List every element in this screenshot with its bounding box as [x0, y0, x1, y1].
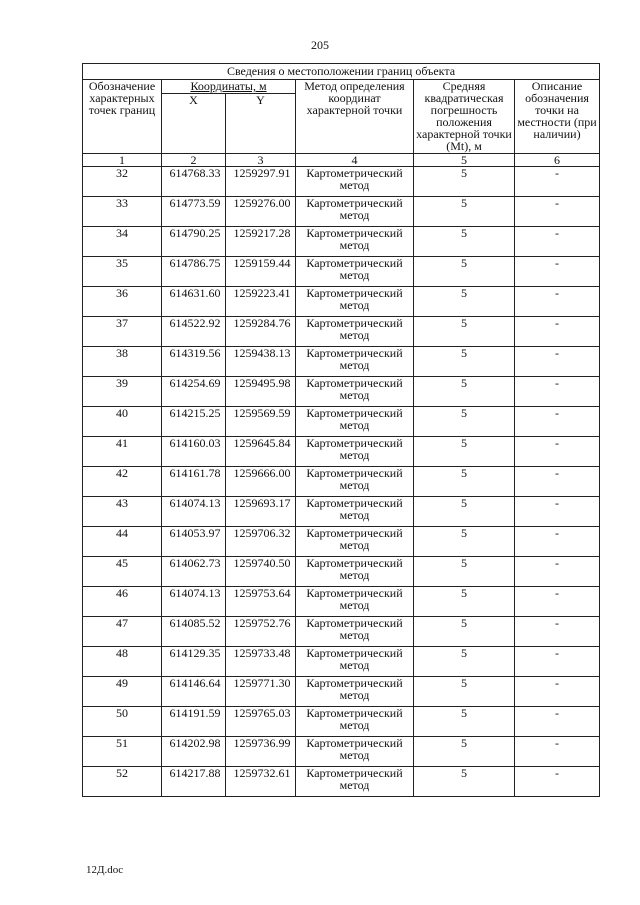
accuracy-cell: 5 — [414, 167, 515, 197]
x-coordinate-cell: 614160.03 — [162, 437, 226, 467]
accuracy-cell: 5 — [414, 467, 515, 497]
x-coordinate-cell: 614074.13 — [162, 497, 226, 527]
accuracy-cell: 5 — [414, 497, 515, 527]
accuracy-cell: 5 — [414, 197, 515, 227]
header-coordinates: Координаты, м — [162, 80, 296, 94]
column-number-1: 1 — [83, 154, 162, 167]
point-cell: 35 — [83, 257, 162, 287]
method-cell: Картометрический метод — [296, 287, 414, 317]
y-coordinate-cell: 1259771.30 — [226, 677, 296, 707]
description-cell: - — [515, 587, 600, 617]
point-cell: 51 — [83, 737, 162, 767]
method-cell: Картометрический метод — [296, 467, 414, 497]
x-coordinate-cell: 614062.73 — [162, 557, 226, 587]
point-cell: 38 — [83, 347, 162, 377]
table-row — [83, 497, 600, 527]
x-coordinate-cell: 614053.97 — [162, 527, 226, 557]
x-coordinate-cell: 614522.92 — [162, 317, 226, 347]
point-cell: 36 — [83, 287, 162, 317]
method-cell: Картометрический метод — [296, 677, 414, 707]
point-cell: 32 — [83, 167, 162, 197]
y-coordinate-cell: 1259569.59 — [226, 407, 296, 437]
method-cell: Картометрический метод — [296, 197, 414, 227]
method-cell: Картометрический метод — [296, 407, 414, 437]
point-cell: 43 — [83, 497, 162, 527]
accuracy-cell: 5 — [414, 737, 515, 767]
header-x: X — [162, 94, 226, 154]
boundary-coordinates-table — [82, 63, 600, 797]
description-cell: - — [515, 737, 600, 767]
point-cell: 45 — [83, 557, 162, 587]
accuracy-cell: 5 — [414, 407, 515, 437]
table-row — [83, 467, 600, 497]
table-row — [83, 437, 600, 467]
x-coordinate-cell: 614085.52 — [162, 617, 226, 647]
x-coordinate-cell: 614146.64 — [162, 677, 226, 707]
y-coordinate-cell: 1259276.00 — [226, 197, 296, 227]
method-cell: Картометрический метод — [296, 707, 414, 737]
column-number-5: 5 — [414, 154, 515, 167]
footer-filename: 12Д.doc — [86, 864, 124, 876]
description-cell: - — [515, 377, 600, 407]
accuracy-cell: 5 — [414, 647, 515, 677]
x-coordinate-cell: 614215.25 — [162, 407, 226, 437]
description-cell: - — [515, 647, 600, 677]
table-row — [83, 617, 600, 647]
column-number-4: 4 — [296, 154, 414, 167]
point-cell: 37 — [83, 317, 162, 347]
x-coordinate-cell: 614786.75 — [162, 257, 226, 287]
x-coordinate-cell: 614790.25 — [162, 227, 226, 257]
column-number-3: 3 — [226, 154, 296, 167]
method-cell: Картометрический метод — [296, 377, 414, 407]
table-row — [83, 707, 600, 737]
method-cell: Картометрический метод — [296, 737, 414, 767]
y-coordinate-cell: 1259297.91 — [226, 167, 296, 197]
x-coordinate-cell: 614254.69 — [162, 377, 226, 407]
point-cell: 34 — [83, 227, 162, 257]
method-cell: Картометрический метод — [296, 767, 414, 797]
table-row — [83, 377, 600, 407]
y-coordinate-cell: 1259223.41 — [226, 287, 296, 317]
y-coordinate-cell: 1259736.99 — [226, 737, 296, 767]
y-coordinate-cell: 1259740.50 — [226, 557, 296, 587]
y-coordinate-cell: 1259693.17 — [226, 497, 296, 527]
y-coordinate-cell: 1259645.84 — [226, 437, 296, 467]
description-cell: - — [515, 227, 600, 257]
point-cell: 49 — [83, 677, 162, 707]
y-coordinate-cell: 1259732.61 — [226, 767, 296, 797]
method-cell: Картометрический метод — [296, 437, 414, 467]
accuracy-cell: 5 — [414, 347, 515, 377]
table-row — [83, 257, 600, 287]
accuracy-cell: 5 — [414, 227, 515, 257]
y-coordinate-cell: 1259217.28 — [226, 227, 296, 257]
accuracy-cell: 5 — [414, 707, 515, 737]
table-row — [83, 287, 600, 317]
description-cell: - — [515, 197, 600, 227]
x-coordinate-cell: 614129.35 — [162, 647, 226, 677]
point-cell: 46 — [83, 587, 162, 617]
y-coordinate-cell: 1259438.13 — [226, 347, 296, 377]
header-description: Описание обозначения точки на местности (при наличии) — [515, 80, 600, 154]
point-cell: 52 — [83, 767, 162, 797]
header-accuracy: Средняя квадратическая погрешность положения характерной точки (Mt), м — [414, 80, 515, 154]
method-cell: Картометрический метод — [296, 497, 414, 527]
y-coordinate-cell: 1259752.76 — [226, 617, 296, 647]
x-coordinate-cell: 614773.59 — [162, 197, 226, 227]
method-cell: Картометрический метод — [296, 617, 414, 647]
point-cell: 41 — [83, 437, 162, 467]
description-cell: - — [515, 707, 600, 737]
description-cell: - — [515, 287, 600, 317]
header-y: Y — [226, 94, 296, 154]
accuracy-cell: 5 — [414, 257, 515, 287]
table-row — [83, 197, 600, 227]
description-cell: - — [515, 527, 600, 557]
y-coordinate-cell: 1259733.48 — [226, 647, 296, 677]
accuracy-cell: 5 — [414, 557, 515, 587]
description-cell: - — [515, 257, 600, 287]
point-cell: 33 — [83, 197, 162, 227]
description-cell: - — [515, 407, 600, 437]
x-coordinate-cell: 614217.88 — [162, 767, 226, 797]
point-cell: 48 — [83, 647, 162, 677]
accuracy-cell: 5 — [414, 767, 515, 797]
page-number: 205 — [311, 38, 329, 52]
x-coordinate-cell: 614631.60 — [162, 287, 226, 317]
x-coordinate-cell: 614074.13 — [162, 587, 226, 617]
x-coordinate-cell: 614161.78 — [162, 467, 226, 497]
table-row — [83, 167, 600, 197]
column-number-6: 6 — [515, 154, 600, 167]
table-row — [83, 317, 600, 347]
table-row — [83, 557, 600, 587]
accuracy-cell: 5 — [414, 377, 515, 407]
table-row — [83, 737, 600, 767]
method-cell: Картометрический метод — [296, 227, 414, 257]
method-cell: Картометрический метод — [296, 257, 414, 287]
table-row — [83, 347, 600, 377]
table-body — [83, 167, 600, 797]
x-coordinate-cell: 614319.56 — [162, 347, 226, 377]
point-cell: 42 — [83, 467, 162, 497]
method-cell: Картометрический метод — [296, 647, 414, 677]
y-coordinate-cell: 1259284.76 — [226, 317, 296, 347]
method-cell: Картометрический метод — [296, 587, 414, 617]
y-coordinate-cell: 1259706.32 — [226, 527, 296, 557]
accuracy-cell: 5 — [414, 317, 515, 347]
table-row — [83, 647, 600, 677]
column-number-2: 2 — [162, 154, 226, 167]
description-cell: - — [515, 467, 600, 497]
point-cell: 44 — [83, 527, 162, 557]
accuracy-cell: 5 — [414, 527, 515, 557]
table-row — [83, 527, 600, 557]
x-coordinate-cell: 614191.59 — [162, 707, 226, 737]
accuracy-cell: 5 — [414, 287, 515, 317]
table-title: Сведения о местоположении границ объекта — [83, 64, 600, 80]
method-cell: Картометрический метод — [296, 557, 414, 587]
x-coordinate-cell: 614202.98 — [162, 737, 226, 767]
method-cell: Картометрический метод — [296, 527, 414, 557]
description-cell: - — [515, 437, 600, 467]
accuracy-cell: 5 — [414, 617, 515, 647]
description-cell: - — [515, 617, 600, 647]
method-cell: Картометрический метод — [296, 167, 414, 197]
description-cell: - — [515, 557, 600, 587]
y-coordinate-cell: 1259666.00 — [226, 467, 296, 497]
accuracy-cell: 5 — [414, 437, 515, 467]
method-cell: Картометрический метод — [296, 347, 414, 377]
y-coordinate-cell: 1259753.64 — [226, 587, 296, 617]
accuracy-cell: 5 — [414, 677, 515, 707]
y-coordinate-cell: 1259765.03 — [226, 707, 296, 737]
point-cell: 47 — [83, 617, 162, 647]
accuracy-cell: 5 — [414, 587, 515, 617]
table-row — [83, 767, 600, 797]
point-cell: 50 — [83, 707, 162, 737]
table-row — [83, 677, 600, 707]
table-row — [83, 407, 600, 437]
y-coordinate-cell: 1259495.98 — [226, 377, 296, 407]
method-cell: Картометрический метод — [296, 317, 414, 347]
x-coordinate-cell: 614768.33 — [162, 167, 226, 197]
description-cell: - — [515, 767, 600, 797]
description-cell: - — [515, 497, 600, 527]
header-point-designation: Обозначение характерных точек границ — [83, 80, 162, 154]
header-method: Метод определения координат характерной точки — [296, 80, 414, 154]
table-row — [83, 227, 600, 257]
table-row — [83, 587, 600, 617]
description-cell: - — [515, 167, 600, 197]
y-coordinate-cell: 1259159.44 — [226, 257, 296, 287]
point-cell: 40 — [83, 407, 162, 437]
description-cell: - — [515, 347, 600, 377]
description-cell: - — [515, 317, 600, 347]
point-cell: 39 — [83, 377, 162, 407]
description-cell: - — [515, 677, 600, 707]
